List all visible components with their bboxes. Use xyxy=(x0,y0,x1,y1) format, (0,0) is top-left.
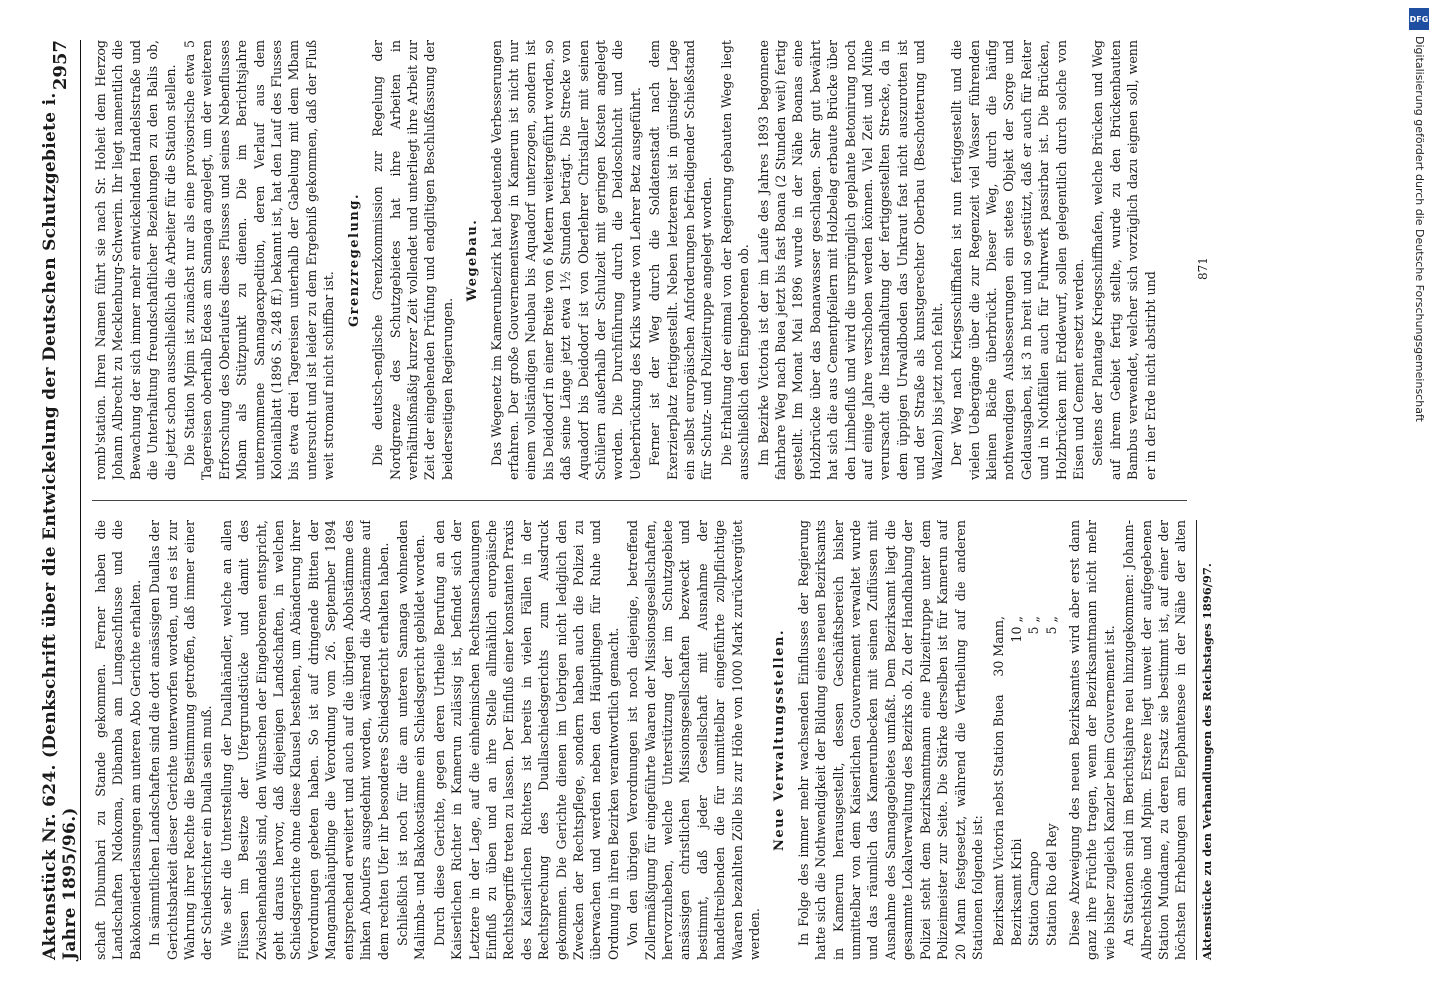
paragraph: Seitens der Plantage Kriegsschiffhafen, welche Brücken und Weg auf ihrem Gebiet fertig stellte, wurde zu den Brückenbauten Bambus verwendet, welcher sich vorzüglich dazu eignen soll, wenn er in der Erde nicht abstirbt und xyxy=(1090,40,1158,480)
staffing-label: Station Rio del Rey xyxy=(1043,823,1059,946)
paragraph: Der Weg nach Kriegsschiffhafen ist nun fertiggestellt und die vielen Uebergänge über die zur Regenzeit viel Wasser führenden kleinen Bäche überbrückt. Dieser Weg, durch die häufig nothwendigen Ausbesserungen ein stetes Objekt der Sorge und Geldausgaben, ist 3 m breit und so gestützt, daß er auch für Reiter und in Nothfällen auch für Fuhrwerk passirbar ist. Die Brücken, Holzbrücken mit Erddewurf, sollen gelegentlich durch solche von Eisen und Cement ersetzt werden. xyxy=(949,40,1086,480)
footnote: Aktenstücke zu den Verhandlungen des Reichstages 1896/97. xyxy=(1196,520,1214,960)
paragraph: In sämmtlichen Landschaften sind die dort ansässigen Duallas der Gerichtsbarkeit dieser Gerichte unterworfen worden, und es ist zur Wahrung ihrer Rechte die Bestimmung getroffen, daß immer einer der Schiedsrichter ein Dualla sein muß. xyxy=(147,520,215,960)
paragraph: Durch diese Gerichte, gegen deren Urtheile Berufung an den Kaiserlichen Richter in Kamerun zulässig ist, befindet sich der Letztere in der Lage, auf die einheimischen Rechtsanschauungen Einfluß zu üben und an ihre Stelle allmählich europäische Rechtsbegriffe treten zu lassen. Der Einfluß einer konstanten Praxis des Kaiserlichen Richters ist bereits in vielen Fällen in der Rechtsprechung des Duallaschiedsgerichts zum Ausdruck gekommen. Die Gerichte dienen im Uebrigen nicht lediglich den Zwecken der Rechtspflege, sondern haben auch die Polizei zu überwachen und werden neben den Häuptlingen für Ruhe und Ordnung in ihren Bezirken verantwortlich gemacht. xyxy=(431,520,621,960)
paragraph: Im Bezirke Victoria ist der im Laufe des Jahres 1893 begonnene fahrbare Weg nach Buea jetzt bis fast Boana (2 Stunden weit) fertig gestellt. Im Monat Mai 1896 wurde in der Nähe Boanas eine Holzbrücke über das Boanawasser geschlagen. Sehr gut bewährt hat sich die aus Cementpfeilern mit Holzbelag erbaute Brücke über den Limbefluß und wird die ursprünglich geplante Betonirung noch auf einige Jahre verschoben werden können. Viel Zeit und Mühe verursacht die Instandhaltung der fertiggestellten Strecke, da in dem üppigen Urwaldboden das Unkraut fast nicht auszurotten ist und der Straße als kunstgerechter Oberbau (Beschotterung und Walzen) bis jetzt noch fehlt. xyxy=(755,40,945,480)
paragraph: Schließlich ist noch für die am unteren Sannaga wohnenden Malimba- und Bakokostämme ein Schiedsgericht gebildet worden. xyxy=(394,520,428,960)
paragraph: Von den übrigen Verordnungen ist noch diejenige, betreffend Zollermäßigung für eingeführte Waaren der Missionsgesellschaften, hervorzuheben, welche Unterstützung der im Schutzgebiete ansässigen christlichen Missionsgesellschaften bezweckt und bestimmt, daß jeder Gesellschaft mit Ausnahme der handeltreibenden die für unmittelbar eingeführte zollpflichtige Waaren bezahlten Zölle bis zur Höhe von 1000 Mark zurückvergütet werden. xyxy=(625,520,763,960)
right-column xyxy=(92,40,1192,480)
staffing-value: 5 „ xyxy=(1043,616,1059,635)
staffing-label: Bezirksamt Kribi xyxy=(1008,838,1024,946)
staffing-table xyxy=(990,520,1060,946)
paragraph: Die deutsch-englische Grenzkommission zur Regelung der Nordgrenze des Schutzgebietes hat ihre Arbeiten in verhältnißmäßig kurzer Zeit vollendet und unterliegt ihre Arbeit zur Zeit der eingehenden Prüfung und endgiltigen Beschlußfassung der beiderseitigen Regierungen. xyxy=(370,40,455,480)
page-number: 2957 xyxy=(49,40,71,91)
column-divider xyxy=(92,500,1187,501)
running-header xyxy=(40,40,81,960)
paragraph: romb'station. Ihren Namen führt sie nach Sr. Hoheit dem Herzog Johann Albrecht zu Mecklenburg-Schwerin. Ihr liegt namentlich die Bewachung der sich immer mehr entwickelnden Handelsstraße und die Unterhaltung freundschaftlicher Beziehungen zu den Balis ob, die jetzt schon ausschließlich die Arbeiter für die Station stellen. xyxy=(93,40,178,480)
paragraph: In Folge des immer mehr wachsenden Einflusses der Regierung hatte sich die Nothwendigkeit der Bildung eines neuen Bezirksamts in Kamerun herausgestellt, dessen Geschäftsbereich bisher unmittelbar von dem Kaiserlichen Gouvernement verwaltet wurde und das räumlich das Kamerunbecken mit seinen Zuflüssen mit Ausnahme des Sannagagebietes umfaßt. Dem Bezirksamt liegt die gesammte Lokalverwaltung des Bezirks ob. Zu der Handhabung der Polizei steht dem Bezirksamtmann eine Polizeitruppe unter dem Polizeimeister zur Seite. Die Stärke derselben ist für Kamerun auf 20 Mann festgesetzt, während die Vertheilung auf die anderen Stationen folgende ist: xyxy=(795,520,985,960)
paragraph: Wie sehr die Unterstellung der Duallahändler, welche an allen Flüssen im Besitze der Ufergrundstücke und damit des Zwischenhandels sind, den Wünschen der Eingeborenen entspricht, geht daraus hervor, daß diejenigen Landschaften, in welchen Schiedsgerichte ohne diese Klausel bestehen, um Abänderung ihrer Verordnungen gebeten haben. So ist auf dringende Bitten der Mangambahäuptlinge die Verordnung vom 26. September 1894 entsprechend erweitert und auch auf die übrigen Abohstämme des linken Abouſers ausgedehnt worden, während die Abostämme auf dem rechten Ufer ihr besonderes Schiedsgericht erhalten haben. xyxy=(218,520,391,960)
staffing-label: Bezirksamt Victoria nebst Station Buea xyxy=(991,694,1007,946)
staffing-value: 30 Mann, xyxy=(991,616,1007,677)
paragraph: An Stationen sind im Berichtsjahre neu hinzugekommen: Johann-Albrechtshöhe und Mpim. Erstere liegt unweit der aufgegebenen Station Mundame, zu deren Ersatz sie bestimmt ist, auf einer der höchsten Erhebungen am Elephantensee in der Nähe der alten xyxy=(1121,520,1189,960)
digitization-credit: Digitalisierung gefördert durch die Deutsche Forschungsgemeinschaft xyxy=(1413,36,1426,422)
staffing-row xyxy=(1025,616,1042,946)
section-heading: Neue Verwaltungsstellen. xyxy=(772,629,788,852)
staffing-value: 5 „ xyxy=(1026,616,1042,635)
paragraph: schaft Dibumbari zu Stande gekommen. Ferner haben die Landschaften Ndokoma, Dibamba am Lungaschflusse und die Bakokoniederlassungen am unteren Abo Gerichte erhalten. xyxy=(93,520,143,960)
section-heading: Grenzregelung. xyxy=(346,193,362,327)
paragraph: Die Erhaltung der einmal von der Regierung gebauten Wege liegt ausschließlich den Eingeborenen ob. xyxy=(718,40,752,480)
paragraph: Ferner ist der Weg durch die Soldatenstadt nach dem Exerzierplatz fertiggestellt. Neben letzterem ist in günstiger Lage ein selbst europäischen Anforderungen befriedigender Schießstand für Schutz- und Polizeitruppe angelegt worden. xyxy=(647,40,715,480)
section-heading: Wegebau. xyxy=(465,218,481,302)
staffing-row xyxy=(990,616,1007,946)
paragraph: Das Wegenetz im Kamerunbezirk hat bedeutende Verbesserungen erfahren. Der große Gouvernementsweg in Kamerun ist nicht nur einem vollständigen Neubau bis Aquadorf unterzogen, sondern ist bis Deidodorf in einer Breite von 6 Metern weitergeführt worden, so daß seine Länge jetzt etwa 1½ Stunden beträgt. Die Strecke von Aquadorf bis Deidodorf ist von Oberlehrer Christaller mit seinen Schülern außerhalb der Schulzeit mit geringen Kosten angelegt worden. Die Durchführung durch die Deidoschlucht und die Ueberbrückung des Kriks wurde von Lehrer Betz ausgeführt. xyxy=(488,40,643,480)
dfg-logo-icon: DFG xyxy=(1409,8,1429,30)
left-column xyxy=(92,520,1192,960)
header-title: Aktenstück Nr. 624. (Denkschrift über die Entwickelung der Deutschen Schutzgebiete i. Jahre 1895/96.) xyxy=(40,92,80,960)
staffing-row xyxy=(1008,616,1025,946)
page-reference: 871 xyxy=(1196,257,1210,280)
digitization-sidebar xyxy=(1405,0,1434,1000)
staffing-label: Station Campo xyxy=(1026,851,1042,946)
staffing-value: 10 „ xyxy=(1008,616,1024,643)
paragraph: Die Station Mpim ist zunächst nur als eine provisorische etwa 5 Tagereisen oberhalb Edeas am Sannaga angelegt, um der weiteren Erforschung des Oberlaufes dieses Flusses und seines Nebenflusses Mbam als Stützpunkt zu dienen. Die im Berichtsjahre unternommene Sannagaexpedition, deren Verlauf aus dem Kolonialblatt (1896 S. 248 ff.) bekannt ist, hat den Lauf des Flusses bis etwa drei Tagereisen unterhalb der Gabelung mit dem Mbam untersucht und ist leider zu dem Ergebniß gekommen, daß der Fluß weit stromauf nicht schiffbar ist. xyxy=(182,40,337,480)
staffing-row xyxy=(1043,616,1060,946)
paragraph: Diese Abzweigung des neuen Bezirksamtes wird aber erst dann ganz ihre Früchte tragen, wenn der Bezirksamtmann nicht mehr wie bisher zugleich Kanzler beim Gouvernement ist. xyxy=(1066,520,1117,960)
